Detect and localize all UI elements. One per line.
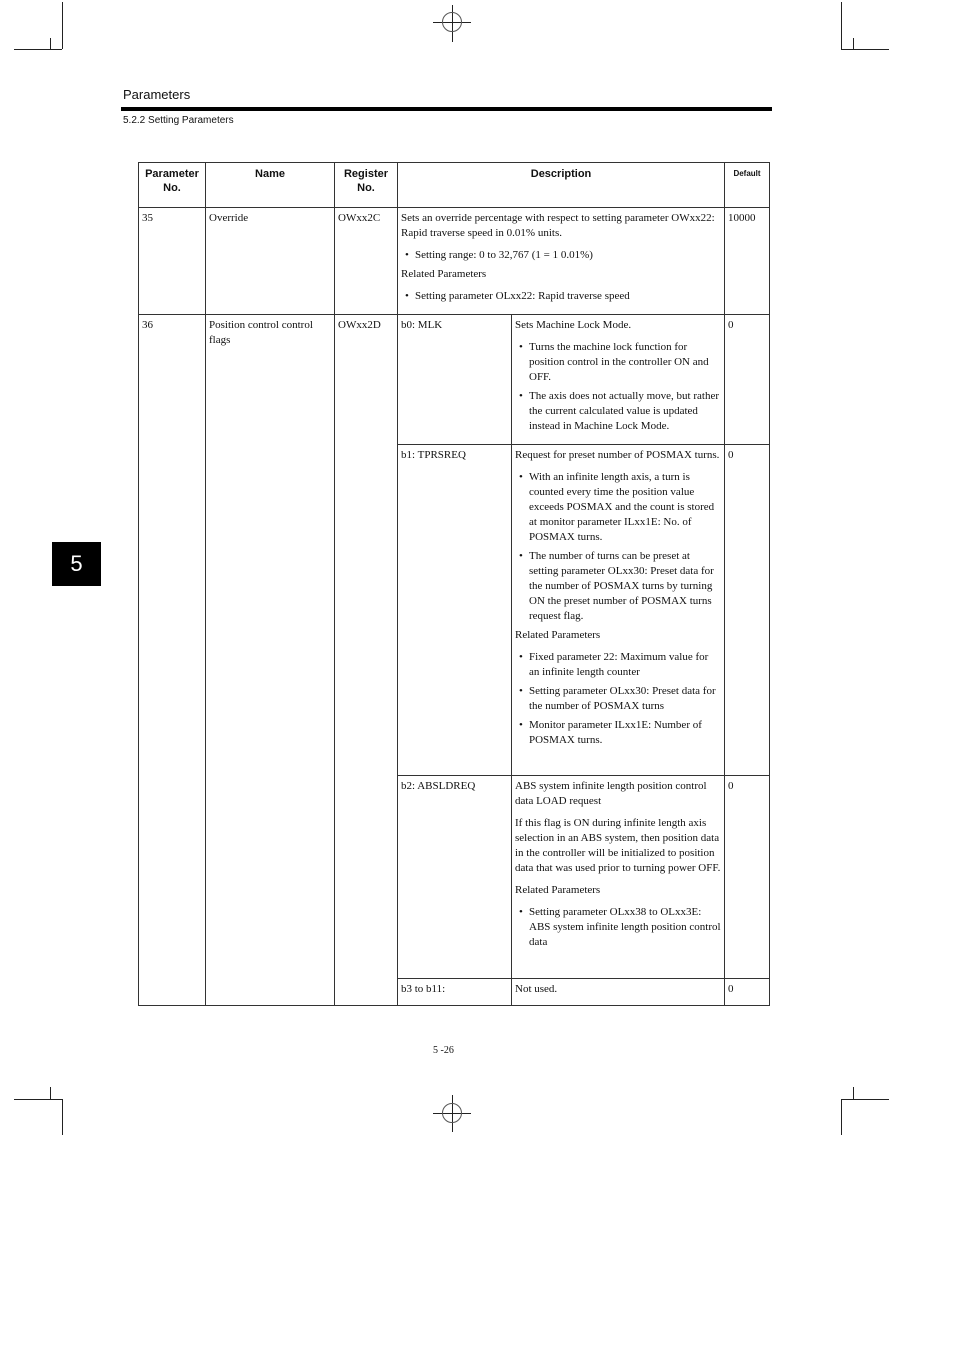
- list-item: • Setting range: 0 to 32,767 (1 = 1 0.01%): [401, 248, 721, 263]
- crop-mark: [62, 2, 63, 49]
- crop-mark: [841, 49, 889, 50]
- list-item: • Monitor parameter ILxx1E: Number of POSMAX turns.: [515, 718, 721, 748]
- list-item: • Setting parameter OLxx22: Rapid traverse speed: [401, 289, 721, 304]
- register-cell: OWxx2C: [335, 208, 398, 315]
- table-row: [139, 315, 770, 445]
- related-list: [515, 650, 721, 748]
- crop-mark: [841, 1099, 889, 1100]
- column-header-register-no: Register No.: [335, 163, 398, 208]
- related-label: Related Parameters: [401, 268, 487, 280]
- bit-description-cell: [512, 445, 725, 776]
- list-item: • Setting parameter OLxx38 to OLxx3E: ABS system infinite length position control data: [515, 905, 721, 950]
- table-row: [139, 208, 770, 315]
- page-number: 5 -26: [433, 1045, 454, 1056]
- bullet-list: [515, 470, 721, 624]
- section-title: Parameters: [123, 87, 191, 102]
- list-item: • The number of turns can be preset at setting parameter OLxx30: Preset data for the number of POSMAX turns by turning ON the preset number of POSMAX turns request flag.: [515, 549, 721, 624]
- name-cell: Override: [206, 208, 335, 315]
- bit-cell: b0: MLK: [398, 315, 512, 445]
- name-cell: Position control control flags: [206, 315, 335, 1006]
- crop-mark: [50, 38, 51, 50]
- related-label: Related Parameters: [515, 629, 601, 641]
- default-cell: 0: [725, 315, 770, 445]
- list-item: • With an infinite length axis, a turn is counted every time the position value exceeds POSMAX and the count is stored at monitor parameter ILxx1E: No. of POSMAX turns.: [515, 470, 721, 545]
- list-item: • The axis does not actually move, but rather the current calculated value is updated instead in Machine Lock Mode.: [515, 389, 721, 434]
- crop-mark: [853, 1087, 854, 1099]
- bit-description-cell: [512, 315, 725, 445]
- chapter-tab: 5: [52, 542, 101, 586]
- bullet-list: [401, 248, 721, 263]
- bit-body: If this flag is ON during infinite length axis selection in an ABS system, then position data in the controller will be initialized to position data that was used prior to turning power OFF.: [515, 817, 721, 874]
- register-cell: OWxx2D: [335, 315, 398, 1006]
- bit-cell: b3 to b11:: [398, 979, 512, 1006]
- related-list: [515, 905, 721, 950]
- crop-mark: [14, 49, 62, 50]
- table-header-row: [139, 163, 770, 208]
- bit-intro: ABS system infinite length position control data LOAD request: [515, 780, 707, 807]
- bit-cell: b1: TPRSREQ: [398, 445, 512, 776]
- crop-mark: [841, 2, 842, 49]
- bit-intro: Request for preset number of POSMAX turns.: [515, 449, 720, 461]
- crop-mark: [62, 1099, 63, 1135]
- column-header-default: Default: [725, 163, 770, 208]
- bit-intro: Sets Machine Lock Mode.: [515, 319, 632, 331]
- description-cell: [398, 208, 725, 315]
- list-item: • Turns the machine lock function for position control in the controller ON and OFF.: [515, 340, 721, 385]
- default-cell: 10000: [725, 208, 770, 315]
- bit-description-cell: [512, 776, 725, 979]
- column-header-description: Description: [398, 163, 725, 208]
- related-label: Related Parameters: [515, 884, 601, 896]
- param-no-cell: 36: [139, 315, 206, 1006]
- parameter-table: [138, 162, 770, 1006]
- column-header-name: Name: [206, 163, 335, 208]
- description-intro: Sets an override percentage with respect to setting parameter OWxx22: Rapid traverse speed in 0.01% units.: [401, 212, 715, 239]
- column-header-parameter-no: Parameter No.: [139, 163, 206, 208]
- registration-circle: [442, 1103, 462, 1123]
- registration-circle: [442, 12, 462, 32]
- param-no-cell: 35: [139, 208, 206, 315]
- crop-mark: [853, 38, 854, 50]
- crop-mark: [50, 1087, 51, 1099]
- list-item: • Fixed parameter 22: Maximum value for an infinite length counter: [515, 650, 721, 680]
- crop-mark: [841, 1099, 842, 1135]
- header-rule: [121, 107, 772, 111]
- default-cell: 0: [725, 776, 770, 979]
- default-cell: 0: [725, 979, 770, 1006]
- list-item: • Setting parameter OLxx30: Preset data for the number of POSMAX turns: [515, 684, 721, 714]
- related-list: [401, 289, 721, 304]
- default-cell: 0: [725, 445, 770, 776]
- section-subtitle: 5.2.2 Setting Parameters: [123, 115, 234, 126]
- crop-mark: [14, 1099, 62, 1100]
- bit-cell: b2: ABSLDREQ: [398, 776, 512, 979]
- bit-description-cell: Not used.: [512, 979, 725, 1006]
- bullet-list: [515, 340, 721, 434]
